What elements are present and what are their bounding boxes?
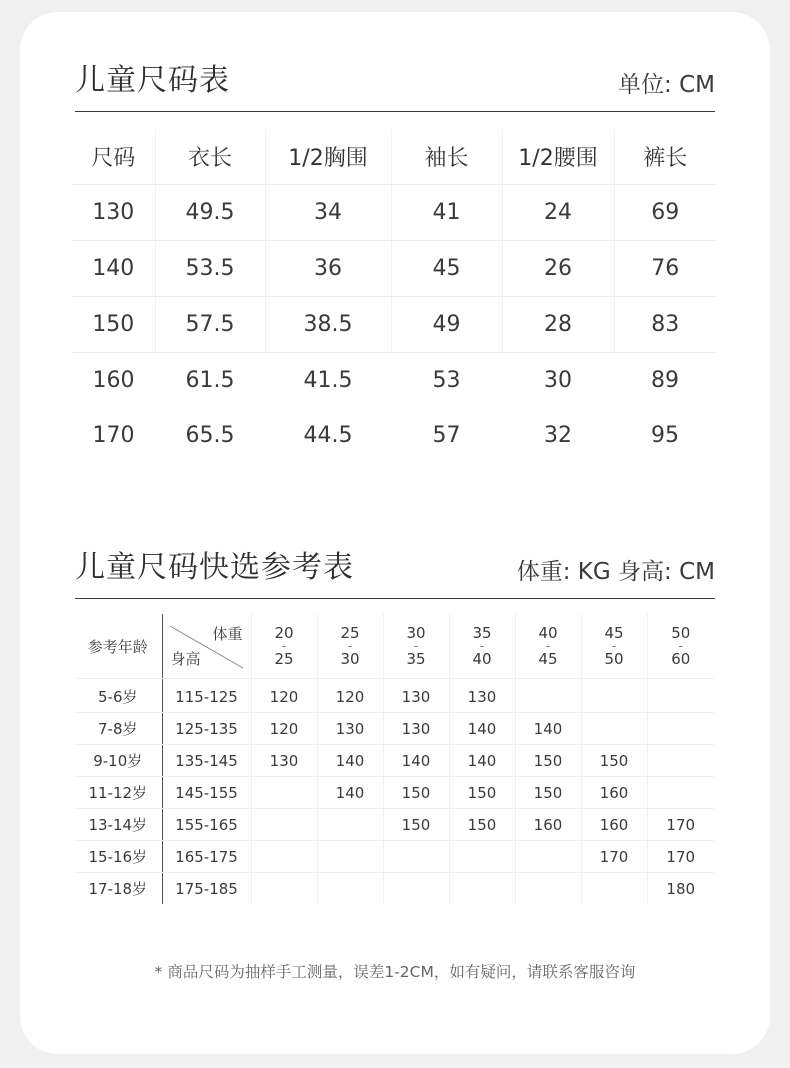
weight-range-low: 25: [340, 623, 360, 642]
weight-range-low: 50: [671, 623, 691, 642]
col-header-length: 衣长: [155, 129, 265, 185]
cell-size: 140: [449, 713, 515, 745]
cell-size: 120: [251, 713, 317, 745]
cell-sleeve: 45: [391, 241, 502, 297]
cell-size: 140: [449, 745, 515, 777]
weight-range-sep: -: [347, 638, 353, 654]
table-row: [74, 873, 714, 905]
cell-height: 135-145: [162, 745, 251, 777]
measurement-note: * 商品尺码为抽样手工测量，误差1-2CM，如有疑问，请联系客服咨询: [154, 963, 636, 981]
cell-size: 160: [581, 809, 647, 841]
cell-chest: 41.5: [303, 368, 353, 393]
cell-height: 175-185: [162, 873, 251, 905]
cell-age: 11-12岁: [74, 777, 162, 809]
weight-range-high: 30: [340, 649, 360, 668]
cell-size: 130: [317, 713, 383, 745]
weight-range-high: 25: [274, 649, 294, 668]
cell-size: 140: [515, 713, 581, 745]
table-row: [72, 241, 716, 297]
cell-size: [449, 841, 515, 873]
cell-chest: 34: [265, 185, 391, 241]
cell-size: 180: [666, 879, 696, 898]
cell-size: 120: [251, 679, 317, 713]
quick-select-header-row: [74, 614, 714, 679]
cell-size: 120: [317, 679, 383, 713]
cell-pants-length: 69: [614, 185, 716, 241]
cell-size: [647, 745, 714, 777]
table-row: [72, 297, 716, 353]
cell-size: [581, 679, 647, 713]
weight-range-sep: -: [545, 638, 551, 654]
weight-label: 体重: [212, 625, 243, 643]
cell-size: 140: [72, 241, 155, 297]
cell-size: 150: [515, 745, 581, 777]
cell-size: [581, 873, 647, 905]
cell-chest: 44.5: [303, 423, 353, 448]
cell-height: 155-165: [162, 809, 251, 841]
cell-age: 5-6岁: [74, 679, 162, 713]
col-header-sleeve: 袖长: [391, 129, 502, 185]
cell-size: 150: [515, 777, 581, 809]
cell-height: 115-125: [162, 679, 251, 713]
table-row: [74, 777, 714, 809]
cell-waist: 30: [544, 368, 572, 393]
cell-length: 65.5: [185, 423, 235, 448]
weight-range-header: [251, 614, 317, 679]
cell-size: 160: [581, 777, 647, 809]
cell-size: [581, 713, 647, 745]
size-chart-unit: 单位: CM: [618, 72, 715, 98]
size-chart-header: [75, 52, 715, 112]
weight-range-low: 20: [274, 623, 294, 642]
cell-size: [317, 873, 383, 905]
cell-age: 15-16岁: [74, 841, 162, 873]
cell-height: 165-175: [162, 841, 251, 873]
cell-size: [251, 777, 317, 809]
table-row: [74, 809, 714, 841]
weight-range-low: 35: [472, 623, 492, 642]
cell-size: 150: [449, 809, 515, 841]
cell-size: [647, 713, 714, 745]
col-header-size: 尺码: [72, 129, 155, 185]
cell-size: 170: [92, 423, 135, 448]
cell-size: [383, 841, 449, 873]
cell-size: [317, 809, 383, 841]
cell-size: 150: [72, 297, 155, 353]
cell-size: 150: [449, 777, 515, 809]
cell-waist: 28: [502, 297, 614, 353]
weight-range-header: [383, 614, 449, 679]
cell-size: 150: [383, 777, 449, 809]
weight-range-sep: -: [678, 638, 684, 654]
age-header: 参考年龄: [74, 614, 162, 679]
cell-size: [647, 679, 714, 713]
cell-size: [251, 841, 317, 873]
table-row: [74, 745, 714, 777]
cell-age: 7-8岁: [74, 713, 162, 745]
weight-range-low: 30: [406, 623, 426, 642]
weight-range-high: 40: [472, 649, 492, 668]
cell-pants-length: 95: [651, 423, 679, 448]
weight-range-sep: -: [281, 638, 287, 654]
weight-range-sep: -: [413, 638, 419, 654]
weight-range-high: 35: [406, 649, 426, 668]
cell-size: [383, 873, 449, 905]
cell-size: [251, 873, 317, 905]
quick-select-title: 儿童尺码快选参考表: [75, 550, 354, 585]
cell-size: [647, 777, 714, 809]
cell-chest: 38.5: [265, 297, 391, 353]
cell-size: 170: [647, 809, 714, 841]
cell-size: 130: [449, 679, 515, 713]
weight-range-low: 40: [538, 623, 558, 642]
weight-range-header: [317, 614, 383, 679]
col-header-chest: 1/2胸围: [265, 129, 391, 185]
table-row: [72, 185, 716, 241]
cell-size: 140: [317, 745, 383, 777]
weight-range-high: 60: [671, 649, 691, 668]
size-chart-title: 儿童尺码表: [75, 63, 230, 98]
weight-range-low: 45: [604, 623, 624, 642]
cell-height: 145-155: [162, 777, 251, 809]
cell-sleeve: 41: [391, 185, 502, 241]
cell-size: 130: [251, 745, 317, 777]
table-row: [72, 353, 716, 409]
cell-size: 170: [647, 841, 714, 873]
cell-size: 150: [581, 745, 647, 777]
cell-pants-length: 89: [651, 368, 679, 393]
cell-size: [515, 873, 581, 905]
cell-size: [515, 841, 581, 873]
quick-select-table: [74, 614, 714, 904]
cell-length: 61.5: [185, 368, 235, 393]
cell-length: 49.5: [155, 185, 265, 241]
quick-select-header: [75, 538, 715, 599]
height-label: 身高: [170, 650, 201, 668]
cell-pants-length: 83: [614, 297, 716, 353]
table-row: [74, 841, 714, 873]
table-row: [74, 679, 714, 713]
cell-size: 160: [515, 809, 581, 841]
table-row: [72, 408, 716, 463]
col-header-pants-length: 裤长: [614, 129, 716, 185]
cell-age: 9-10岁: [74, 745, 162, 777]
weight-range-header: [647, 614, 714, 679]
cell-size: 130: [72, 185, 155, 241]
weight-range-high: 50: [604, 649, 624, 668]
cell-size: [449, 873, 515, 905]
cell-waist: 26: [502, 241, 614, 297]
cell-sleeve: 57: [432, 423, 461, 448]
cell-size: [251, 809, 317, 841]
cell-size: 170: [581, 841, 647, 873]
cell-size: 140: [317, 777, 383, 809]
weight-range-high: 45: [538, 649, 558, 668]
cell-chest: 36: [265, 241, 391, 297]
cell-size: 130: [383, 679, 449, 713]
cell-height: 125-135: [162, 713, 251, 745]
cell-size: [515, 679, 581, 713]
weight-range-header: [581, 614, 647, 679]
cell-size: 130: [383, 713, 449, 745]
cell-length: 57.5: [155, 297, 265, 353]
cell-waist: 32: [544, 423, 572, 448]
cell-age: 17-18岁: [74, 873, 162, 905]
weight-range-header: [515, 614, 581, 679]
size-chart-table: [72, 129, 716, 463]
cell-age: 13-14岁: [74, 809, 162, 841]
col-header-waist: 1/2腰围: [502, 129, 614, 185]
cell-waist: 24: [502, 185, 614, 241]
cell-pants-length: 76: [614, 241, 716, 297]
cell-length: 53.5: [155, 241, 265, 297]
cell-sleeve: 53: [432, 368, 461, 393]
table-row: [74, 713, 714, 745]
weight-height-header: [162, 614, 251, 679]
quick-select-unit: 体重: KG 身高: CM: [516, 559, 715, 585]
cell-size: [317, 841, 383, 873]
cell-sleeve: 49: [391, 297, 502, 353]
cell-size: 160: [92, 368, 135, 393]
weight-range-sep: -: [479, 638, 485, 654]
weight-range-header: [449, 614, 515, 679]
cell-size: 140: [383, 745, 449, 777]
weight-range-sep: -: [611, 638, 617, 654]
cell-size: 150: [383, 809, 449, 841]
size-chart-header-row: [72, 129, 716, 185]
